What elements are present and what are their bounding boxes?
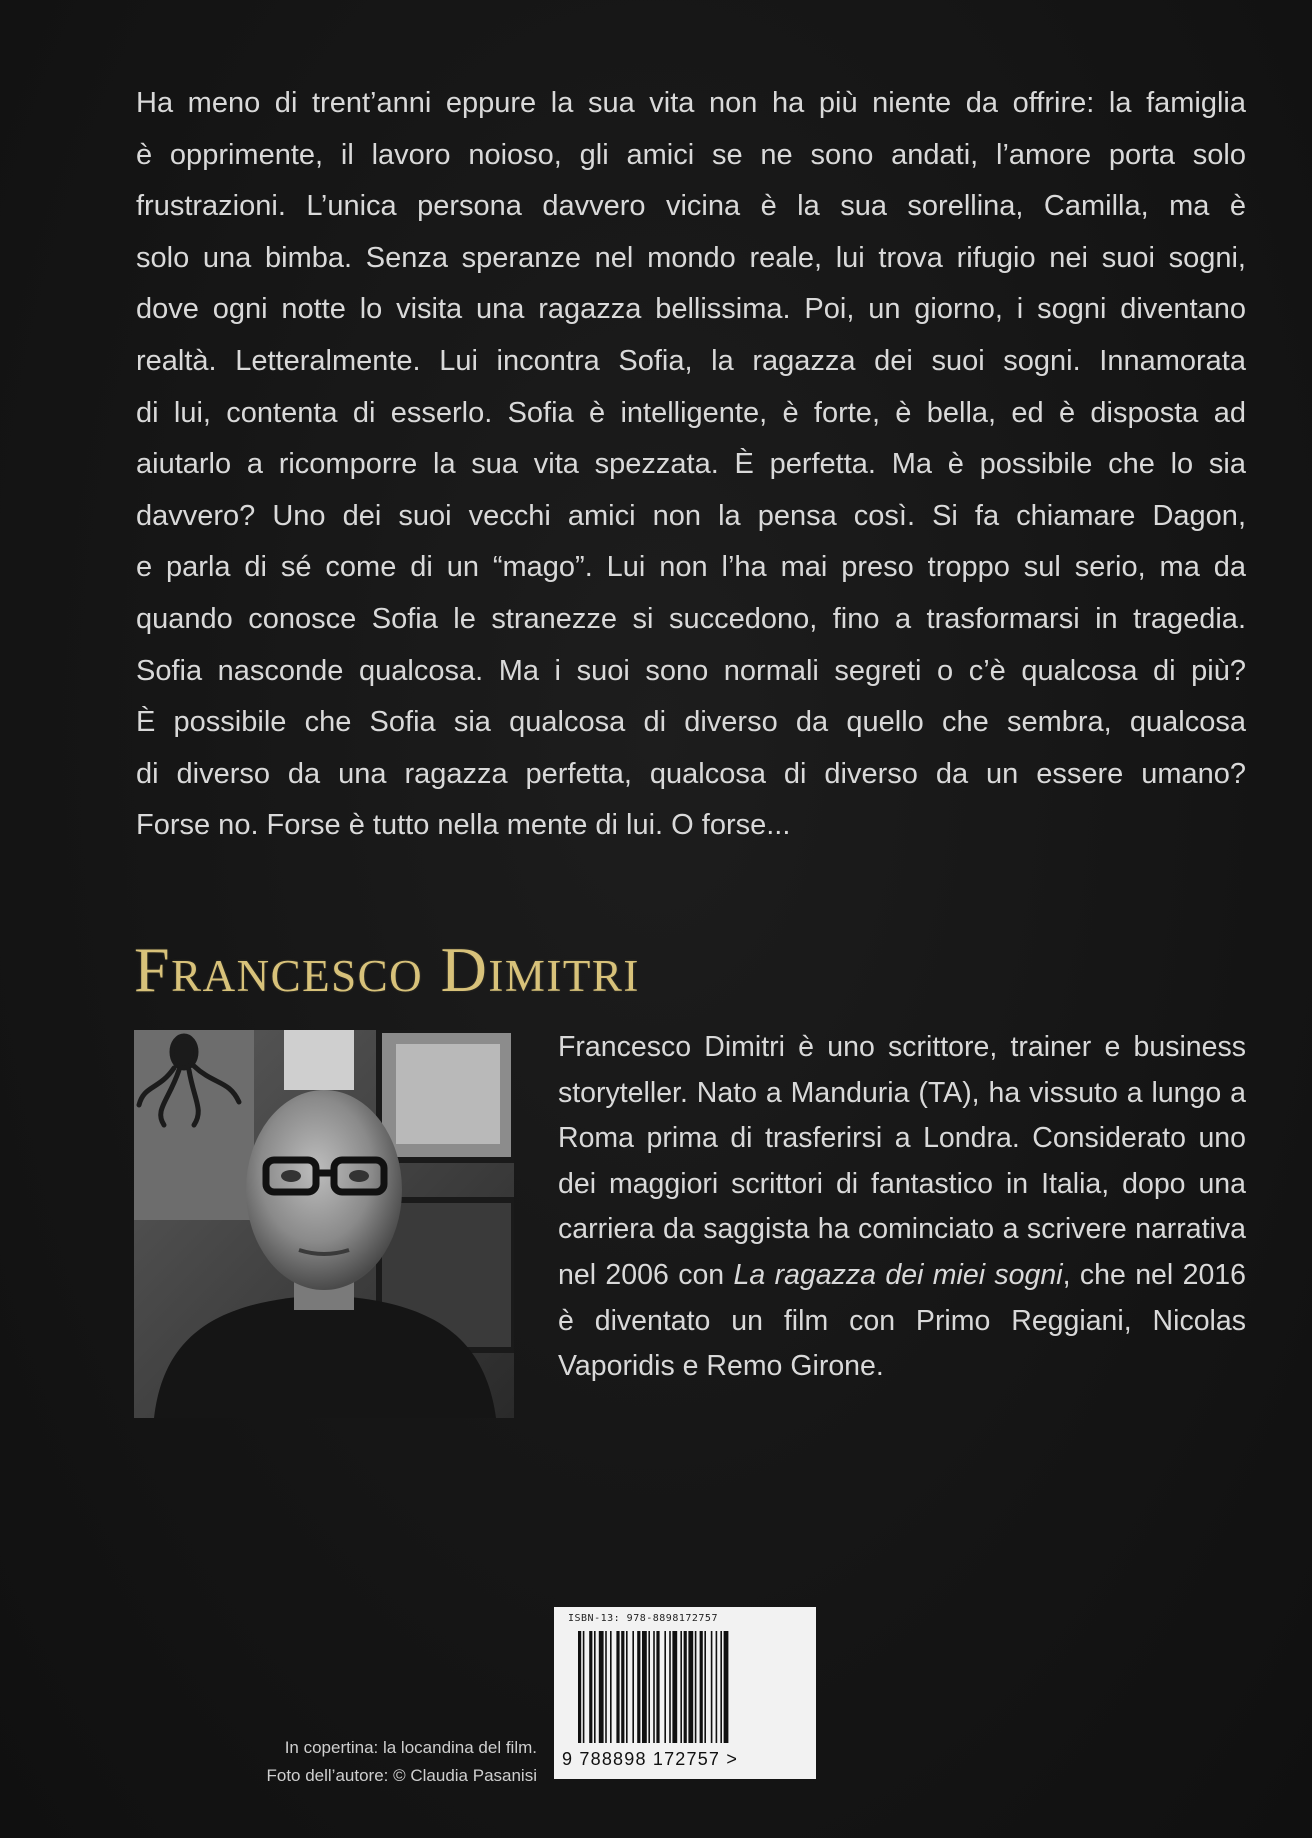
photo-credit: Foto dell’autore: © Claudia Pasanisi <box>266 1766 537 1785</box>
synopsis-line: dove ogni notte lo visita una ragazza bellissima. Poi, un giorno, i sogni diventano <box>136 293 1246 326</box>
synopsis-line: di lui, contenta di esserlo. Sofia è intelligente, è forte, è bella, ed è disposta ad <box>136 396 1246 429</box>
synopsis-line: solo una bimba. Senza speranze nel mondo reale, lui trova rifugio nei suoi sogni, <box>136 241 1246 274</box>
bio-text: Francesco Dimitri è uno scrittore, trainer e business storyteller. Nato a Manduria (TA), ha vissuto a lungo a Roma prima di trasferirsi a Londra. Considerato uno dei maggiori scrittori di fantastico in Italia, dopo una carriera da saggista ha cominciato a scrivere narrativa nel 2006 con <box>558 1031 1246 1291</box>
synopsis <box>136 78 1246 852</box>
synopsis-line: aiutarlo a ricomporre la sua vita spezzata. È perfetta. Ma è possibile che lo sia <box>136 448 1246 481</box>
synopsis-line: frustrazioni. L’unica persona davvero vicina è la sua sorellina, Camilla, ma è <box>136 190 1246 223</box>
synopsis-line: di diverso da una ragazza perfetta, qualcosa di diverso da un essere umano? <box>136 757 1246 790</box>
isbn-barcode <box>554 1607 816 1779</box>
author-photo <box>134 1030 514 1418</box>
cover-credit: In copertina: la locandina del film. <box>284 1738 537 1757</box>
synopsis-line: Sofia nasconde qualcosa. Ma i suoi sono normali segreti o c’è qualcosa di più? <box>136 654 1246 687</box>
bio-text: , che nel 2016 è diventato un film con Primo Reggiani, Nicolas Vaporidis e Remo Girone. <box>558 1258 1247 1383</box>
synopsis-line: è opprimente, il lavoro noioso, gli amici se ne sono andati, l’amore porta solo <box>136 138 1246 171</box>
author-bio-text <box>558 1025 1246 1390</box>
synopsis-line: davvero? Uno dei suoi vecchi amici non la pensa così. Si fa chiamare Dagon, <box>136 499 1246 532</box>
book-title: La ragazza dei miei sogni <box>733 1258 1063 1291</box>
synopsis-line: È possibile che Sofia sia qualcosa di diverso da quello che sembra, qualcosa <box>136 706 1246 739</box>
barcode-number: 9 788898 172757 > <box>562 1749 739 1769</box>
author-bio <box>558 1025 1246 1390</box>
synopsis-line: realtà. Letteralmente. Lui incontra Sofia, la ragazza dei suoi sogni. Innamorata <box>136 344 1246 377</box>
synopsis-line: Ha meno di trent’anni eppure la sua vita non ha più niente da offrire: la famiglia <box>136 87 1246 119</box>
synopsis-line: quando conosce Sofia le stranezze si succedono, fino a trasformarsi in tragedia. <box>136 602 1246 635</box>
author-portrait-icon <box>134 1030 514 1418</box>
synopsis-line: e parla di sé come di un “mago”. Lui non l’ha mai preso troppo sul serio, ma da <box>136 551 1246 584</box>
credits <box>200 1734 537 1790</box>
synopsis-line: Forse no. Forse è tutto nella mente di lui. O forse... <box>136 809 791 842</box>
author-name: Francesco Dimitri <box>134 934 640 1005</box>
isbn-label: ISBN-13: 978-8898172757 <box>568 1613 718 1624</box>
